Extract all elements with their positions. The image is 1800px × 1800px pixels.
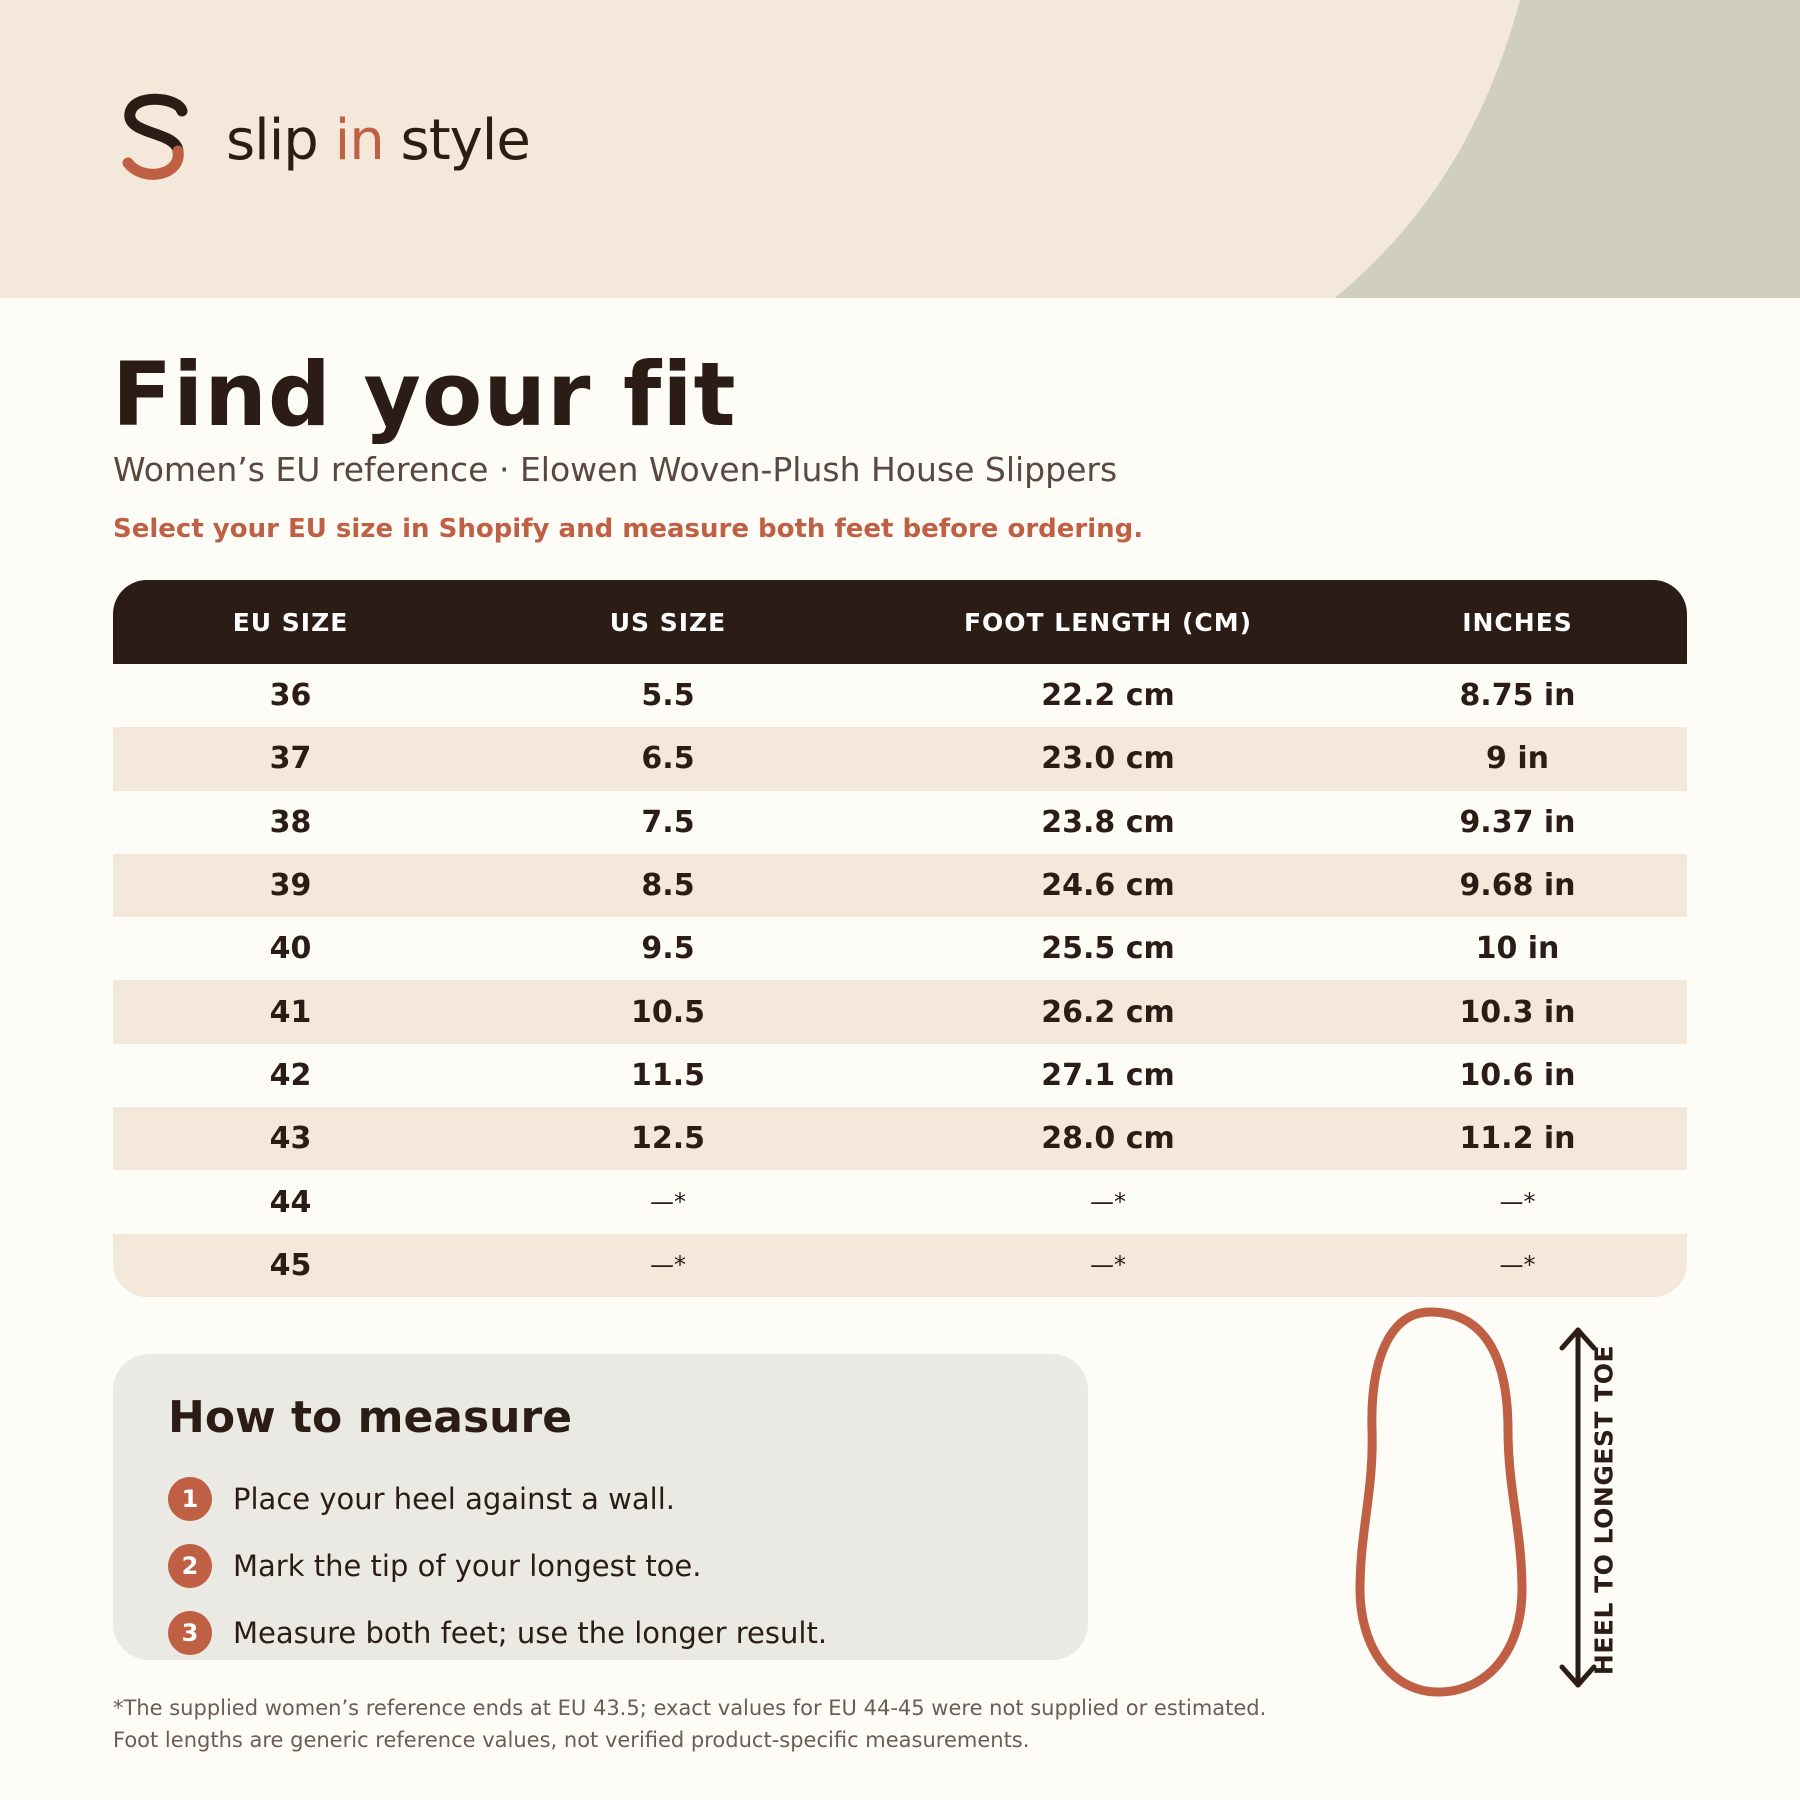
foot-length-cell: 22.2 cm — [1041, 678, 1175, 714]
foot-length-cell: 23.0 cm — [1041, 741, 1175, 777]
table-row — [113, 854, 1687, 917]
footnote-line-1: *The supplied women’s reference ends at EU 43.5; exact values for EU 44-45 were not supplied or estimated. — [113, 1696, 1267, 1720]
step-text: Mark the tip of your longest toe. — [233, 1549, 702, 1583]
foot-length-cell: 27.1 cm — [1041, 1057, 1175, 1093]
us-size-cell: 10.5 — [630, 994, 706, 1030]
table-row — [113, 917, 1687, 980]
inches-cell: 8.75 in — [1459, 678, 1576, 714]
table-row — [113, 1107, 1687, 1170]
foot-length-cell: —* — [1090, 1251, 1126, 1280]
foot-length-cell: 28.0 cm — [1041, 1121, 1175, 1157]
page-title: Find your fit — [112, 343, 737, 446]
eu-size-cell: 41 — [269, 994, 312, 1030]
column-header-inches: INCHES — [1462, 607, 1573, 637]
foot-length-cell: 24.6 cm — [1041, 868, 1175, 904]
foot-length-cell: —* — [1090, 1188, 1126, 1217]
ordering-note: Select your EU size in Shopify and measure both feet before ordering. — [113, 514, 1144, 544]
eu-size-cell: 40 — [269, 931, 312, 967]
us-size-cell: —* — [650, 1188, 686, 1217]
us-size-cell: 12.5 — [630, 1121, 706, 1157]
page-subtitle: Women’s EU reference · Elowen Woven-Plush House Slippers — [113, 450, 1118, 489]
eu-size-cell: 39 — [269, 868, 312, 904]
table-row — [113, 980, 1687, 1043]
step-text: Measure both feet; use the longer result. — [233, 1616, 828, 1650]
foot-outline-icon — [1360, 1312, 1522, 1692]
us-size-cell: 11.5 — [630, 1057, 706, 1093]
us-size-cell: 9.5 — [641, 931, 695, 967]
column-header-foot-length: FOOT LENGTH (CM) — [963, 607, 1253, 637]
inches-cell: 10.3 in — [1459, 994, 1576, 1030]
us-size-cell: 7.5 — [641, 804, 695, 840]
footnote — [113, 1692, 1266, 1756]
inches-cell: 11.2 in — [1459, 1121, 1576, 1157]
inches-cell: —* — [1499, 1188, 1536, 1217]
eu-size-cell: 43 — [269, 1121, 312, 1157]
brand-name: slip in style — [226, 107, 530, 173]
footnote-line-2: Foot lengths are generic reference values, not verified product-specific measurements. — [113, 1728, 1030, 1752]
eu-size-cell: 44 — [269, 1184, 312, 1220]
diagram-label: HEEL TO LONGEST TOE — [1589, 1344, 1619, 1676]
measure-step — [168, 1476, 675, 1522]
size-chart-table — [113, 580, 1687, 1297]
step-text: Place your heel against a wall. — [233, 1482, 675, 1516]
inches-cell: 10 in — [1475, 931, 1560, 967]
table-row — [113, 1234, 1687, 1297]
column-header-us-size: US SIZE — [609, 607, 727, 637]
brand[interactable] — [120, 90, 530, 190]
step-number-badge: 2 — [168, 1544, 212, 1588]
foot-length-cell: 25.5 cm — [1041, 931, 1175, 967]
table-header — [113, 580, 1687, 664]
measure-step — [168, 1543, 702, 1589]
how-to-measure-card — [113, 1354, 1088, 1660]
eu-size-cell: 36 — [269, 678, 312, 714]
inches-cell: 9.68 in — [1459, 868, 1576, 904]
foot-length-cell: 26.2 cm — [1041, 994, 1175, 1030]
logo-icon — [120, 93, 192, 187]
column-header-eu-size: EU SIZE — [232, 607, 349, 637]
eu-size-cell: 42 — [269, 1057, 312, 1093]
step-number-badge: 1 — [168, 1477, 212, 1521]
inches-cell: —* — [1499, 1251, 1536, 1280]
inches-cell: 9.37 in — [1459, 804, 1576, 840]
eu-size-cell: 38 — [269, 804, 312, 840]
us-size-cell: 8.5 — [641, 868, 695, 904]
how-to-measure-title: How to measure — [168, 1392, 573, 1443]
measure-step — [168, 1610, 827, 1656]
table-row — [113, 1044, 1687, 1107]
foot-length-cell: 23.8 cm — [1041, 804, 1175, 840]
inches-cell: 9 in — [1486, 741, 1549, 777]
table-row — [113, 664, 1687, 727]
eu-size-cell: 37 — [269, 741, 312, 777]
us-size-cell: 6.5 — [641, 741, 695, 777]
table-row — [113, 791, 1687, 854]
table-row — [113, 727, 1687, 790]
us-size-cell: —* — [650, 1251, 686, 1280]
eu-size-cell: 45 — [269, 1247, 312, 1283]
table-row — [113, 1170, 1687, 1233]
step-number-badge: 3 — [168, 1611, 212, 1655]
us-size-cell: 5.5 — [641, 678, 695, 714]
inches-cell: 10.6 in — [1459, 1057, 1576, 1093]
header-banner — [0, 0, 1800, 298]
